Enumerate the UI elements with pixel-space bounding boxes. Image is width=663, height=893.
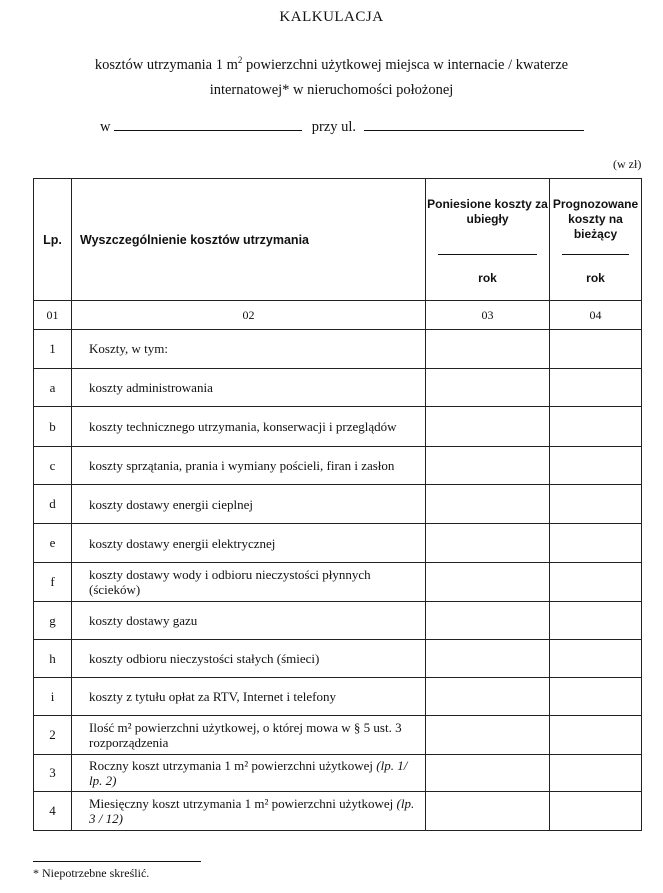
table-row bbox=[34, 563, 642, 602]
subtitle-line-1: kosztów utrzymania 1 $m^2$ powierzchni użytkowej miejsca w internacie / kwaterze bbox=[94, 55, 569, 73]
row-lp: g bbox=[34, 602, 72, 640]
row-description: Ilość m² powierzchni użytkowej, o której mowa w § 5 ust. 3 rozporządzenia bbox=[72, 716, 426, 755]
row-lp: 1 bbox=[34, 330, 72, 369]
footnote: * Niepotrzebne skreślić. bbox=[33, 866, 150, 880]
address-line bbox=[100, 118, 584, 136]
forecast-cost-cell[interactable] bbox=[550, 755, 642, 792]
forecast-cost-cell[interactable] bbox=[550, 330, 642, 369]
table-row bbox=[34, 330, 642, 369]
forecast-cost-cell[interactable] bbox=[550, 563, 642, 602]
current-year-field[interactable] bbox=[562, 254, 629, 255]
row-lp: d bbox=[34, 485, 72, 524]
address-street-field[interactable] bbox=[364, 118, 584, 131]
column-number: 03 bbox=[426, 301, 550, 330]
previous-cost-cell[interactable] bbox=[426, 330, 550, 369]
address-location-field[interactable] bbox=[114, 118, 302, 131]
row-description: koszty sprzątania, prania i wymiany pościeli, firan i zasłon bbox=[72, 447, 426, 485]
row-lp: h bbox=[34, 640, 72, 678]
table-row bbox=[34, 755, 642, 792]
forecast-cost-cell[interactable] bbox=[550, 369, 642, 407]
forecast-cost-cell[interactable] bbox=[550, 524, 642, 563]
table-header-row bbox=[34, 179, 642, 301]
table-row bbox=[34, 485, 642, 524]
table-row bbox=[34, 640, 642, 678]
table-row bbox=[34, 524, 642, 563]
row-description: koszty technicznego utrzymania, konserwacji i przeglądów bbox=[72, 407, 426, 447]
forecast-cost-cell[interactable] bbox=[550, 716, 642, 755]
row-description: koszty z tytułu opłat za RTV, Internet i telefony bbox=[72, 678, 426, 716]
row-lp: f bbox=[34, 563, 72, 602]
previous-year-field[interactable] bbox=[438, 254, 537, 255]
header-forecast-costs: Prognozowane koszty na bieżący rok bbox=[550, 179, 642, 301]
column-number: 01 bbox=[34, 301, 72, 330]
table-row bbox=[34, 369, 642, 407]
previous-cost-cell[interactable] bbox=[426, 407, 550, 447]
table-row bbox=[34, 792, 642, 831]
table-row bbox=[34, 678, 642, 716]
column-number: 04 bbox=[550, 301, 642, 330]
row-lp: i bbox=[34, 678, 72, 716]
row-lp: e bbox=[34, 524, 72, 563]
row-description: koszty dostawy energii elektrycznej bbox=[72, 524, 426, 563]
previous-cost-cell[interactable] bbox=[426, 524, 550, 563]
header-lp: Lp. bbox=[34, 179, 72, 301]
forecast-cost-cell[interactable] bbox=[550, 485, 642, 524]
forecast-cost-cell[interactable] bbox=[550, 407, 642, 447]
forecast-cost-cell[interactable] bbox=[550, 678, 642, 716]
row-description: koszty dostawy gazu bbox=[72, 602, 426, 640]
currency-unit: (w zł) bbox=[613, 157, 642, 171]
row-lp: 3 bbox=[34, 755, 72, 792]
header-previous-costs: Poniesione koszty za ubiegły rok bbox=[426, 179, 550, 301]
previous-cost-cell[interactable] bbox=[426, 640, 550, 678]
previous-cost-cell[interactable] bbox=[426, 602, 550, 640]
header-description: Wyszczególnienie kosztów utrzymania bbox=[72, 179, 426, 301]
row-description: koszty odbioru nieczystości stałych (śmieci) bbox=[72, 640, 426, 678]
address-street-label: przy ul. bbox=[311, 119, 357, 135]
row-lp: 4 bbox=[34, 792, 72, 831]
footnote-divider bbox=[33, 861, 201, 862]
row-description: Miesięczny koszt utrzymania 1 m² powierzchni użytkowej (lp. 3 / 12) bbox=[72, 792, 426, 831]
previous-cost-cell[interactable] bbox=[426, 369, 550, 407]
previous-cost-cell[interactable] bbox=[426, 485, 550, 524]
subtitle-line-2: internatowej* w nieruchomości położonej bbox=[209, 82, 454, 98]
row-description: koszty dostawy energii cieplnej bbox=[72, 485, 426, 524]
row-description: Roczny koszt utrzymania 1 m² powierzchni użytkowej (lp. 1/ lp. 2) bbox=[72, 755, 426, 792]
forecast-cost-cell[interactable] bbox=[550, 602, 642, 640]
table-row bbox=[34, 447, 642, 485]
previous-cost-cell[interactable] bbox=[426, 678, 550, 716]
table-row bbox=[34, 602, 642, 640]
forecast-cost-cell[interactable] bbox=[550, 447, 642, 485]
row-lp: 2 bbox=[34, 716, 72, 755]
column-number: 02 bbox=[72, 301, 426, 330]
address-w-label: w bbox=[100, 119, 111, 135]
previous-cost-cell[interactable] bbox=[426, 716, 550, 755]
previous-cost-cell[interactable] bbox=[426, 563, 550, 602]
forecast-cost-cell[interactable] bbox=[550, 640, 642, 678]
row-lp: a bbox=[34, 369, 72, 407]
table-row bbox=[34, 716, 642, 755]
column-numbers-row bbox=[34, 301, 642, 330]
row-description: koszty administrowania bbox=[72, 369, 426, 407]
forecast-cost-cell[interactable] bbox=[550, 792, 642, 831]
document-title: KALKULACJA bbox=[279, 9, 384, 25]
row-description: koszty dostawy wody i odbioru nieczystości płynnych (ścieków) bbox=[72, 563, 426, 602]
cost-calculation-table bbox=[33, 178, 642, 831]
row-lp: b bbox=[34, 407, 72, 447]
table-row bbox=[34, 407, 642, 447]
row-description: Koszty, w tym: bbox=[72, 330, 426, 369]
previous-cost-cell[interactable] bbox=[426, 792, 550, 831]
previous-cost-cell[interactable] bbox=[426, 755, 550, 792]
row-lp: c bbox=[34, 447, 72, 485]
previous-cost-cell[interactable] bbox=[426, 447, 550, 485]
